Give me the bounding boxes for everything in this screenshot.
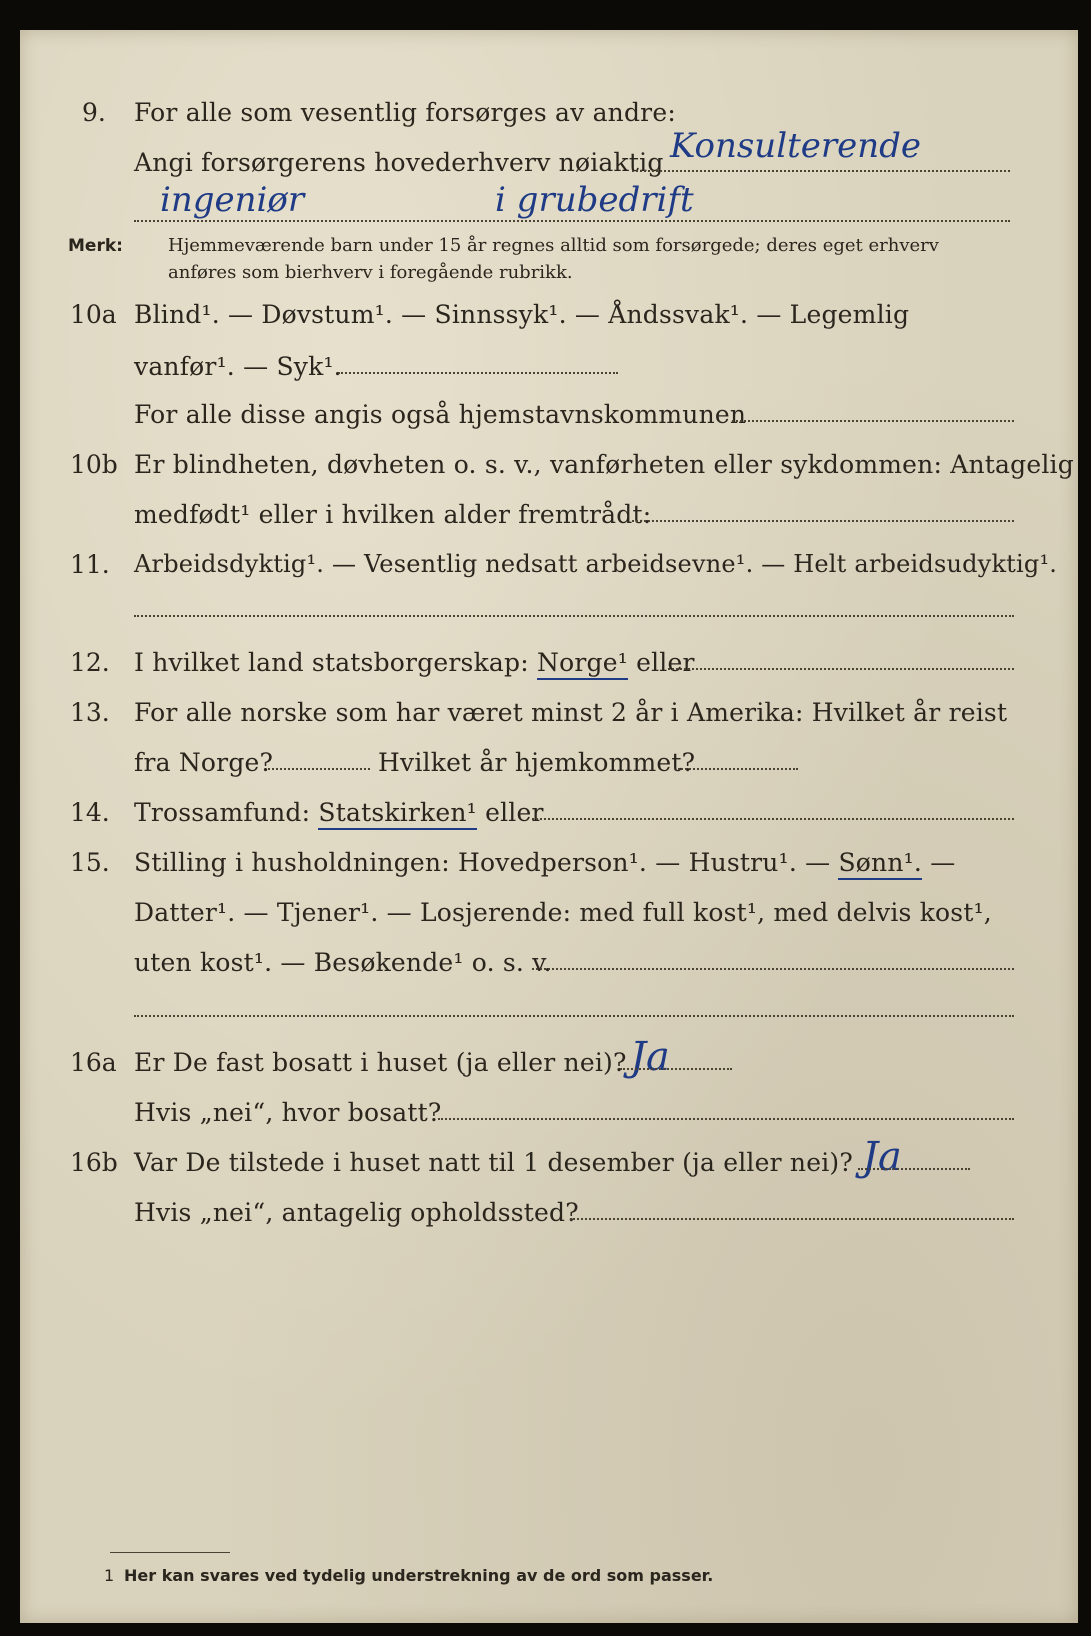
q12-suffix: eller bbox=[636, 648, 695, 677]
footnote-mark: 1 bbox=[104, 1566, 115, 1585]
q10a-line3: For alle disse angis også hjemstavnskommunen bbox=[134, 400, 747, 429]
q16b-handwritten-answer: Ja bbox=[862, 1134, 902, 1180]
q11-number: 11. bbox=[70, 550, 110, 579]
merk-line1: Hjemmeværende barn under 15 år regnes alltid som forsørgede; deres eget erhverv bbox=[168, 235, 939, 256]
q10a-number: 10a bbox=[70, 300, 117, 329]
q16a-bosatt-field bbox=[438, 1118, 1014, 1120]
q16b-opholdssted-field bbox=[570, 1218, 1014, 1220]
q10a-line1: Blind¹. — Døvstum¹. — Sinnssyk¹. — Åndssvak¹. — Legemlig bbox=[134, 300, 910, 329]
q16b-line2: Hvis „nei“, antagelig opholdssted? bbox=[134, 1198, 579, 1227]
q12-underlined-choice: Norge¹ bbox=[537, 648, 628, 680]
q16a-number: 16a bbox=[70, 1048, 117, 1077]
q15-line2: Datter¹. — Tjener¹. — Losjerende: med full kost¹, med delvis kost¹, bbox=[134, 898, 992, 927]
q10b-answer-field bbox=[632, 520, 1014, 522]
q15-underlined-choice: Sønn¹. bbox=[838, 848, 922, 880]
q15-line1-text: Stilling i husholdningen: Hovedperson¹. — Hustru¹. — bbox=[134, 848, 831, 877]
q16a-line2: Hvis „nei“, hvor bosatt? bbox=[134, 1098, 442, 1127]
q15-line1 bbox=[134, 848, 955, 877]
q10b-line1: Er blindheten, døvheten o. s. v., vanførheten eller sykdommen: Antagelig bbox=[134, 450, 1074, 479]
merk-line2: anføres som bierhverv i foregående rubrikk. bbox=[168, 262, 573, 283]
q9-number: 9. bbox=[82, 98, 106, 127]
q13-hjemkommet-field bbox=[678, 768, 798, 770]
q16a-line1: Er De fast bosatt i huset (ja eller nei)? bbox=[134, 1048, 627, 1077]
q14-underlined-choice: Statskirken¹ bbox=[318, 798, 477, 830]
q9-answer-line1 bbox=[632, 170, 1010, 172]
q15-answer-field bbox=[532, 968, 1014, 970]
q13-line1: For alle norske som har været minst 2 år i Amerika: Hvilket år reist bbox=[134, 698, 1008, 727]
q11-line1: Arbeidsdyktig¹. — Vesentlig nedsatt arbeidsevne¹. — Helt arbeidsudyktig¹. bbox=[134, 550, 1058, 578]
q15-line3: uten kost¹. — Besøkende¹ o. s. v. bbox=[134, 948, 552, 977]
q11-answer-field bbox=[134, 615, 1014, 617]
q14-line bbox=[134, 798, 544, 827]
q10a-syk-field bbox=[338, 372, 618, 374]
census-form-page bbox=[20, 30, 1078, 1623]
q12-number: 12. bbox=[70, 648, 110, 677]
q9-handwritten-answer2a: ingeniør bbox=[160, 180, 305, 220]
footnote-rule bbox=[110, 1552, 230, 1553]
q16b-line1: Var De tilstede i huset natt til 1 desember (ja eller nei)? bbox=[134, 1148, 853, 1177]
q12-line bbox=[134, 648, 695, 677]
q14-number: 14. bbox=[70, 798, 110, 827]
q9-handwritten-answer1: Konsulterende bbox=[670, 126, 922, 166]
q15-number: 15. bbox=[70, 848, 110, 877]
merk-label: Merk: bbox=[68, 236, 123, 256]
q13-number: 13. bbox=[70, 698, 110, 727]
q15-extra-line bbox=[134, 1015, 1014, 1017]
q9-line1: For alle som vesentlig forsørges av andre: bbox=[134, 98, 676, 127]
q14-prefix: Trossamfund: bbox=[134, 798, 311, 827]
q10a-line2: vanfør¹. — Syk¹. bbox=[134, 352, 342, 381]
q14-suffix: eller bbox=[485, 798, 544, 827]
q13-reist-field bbox=[268, 768, 370, 770]
q16a-answer-field bbox=[620, 1068, 732, 1070]
q16b-number: 16b bbox=[70, 1148, 118, 1177]
q9-line2: Angi forsørgerens hovederhverv nøiaktig bbox=[134, 148, 664, 177]
q10a-hjemstavn-field bbox=[732, 420, 1014, 422]
q16a-handwritten-answer: Ja bbox=[630, 1034, 670, 1080]
q12-prefix: I hvilket land statsborgerskap: bbox=[134, 648, 529, 677]
footnote-text: Her kan svares ved tydelig understrekning av de ord som passer. bbox=[124, 1566, 714, 1585]
q13-line2a: fra Norge? bbox=[134, 748, 274, 777]
q9-handwritten-answer2b: i grubedrift bbox=[495, 180, 694, 220]
q13-line2b: Hvilket år hjemkommet? bbox=[378, 748, 696, 777]
q12-answer-field bbox=[668, 668, 1014, 670]
q9-answer-line2 bbox=[134, 220, 1010, 222]
q10b-line2: medfødt¹ eller i hvilken alder fremtrådt: bbox=[134, 500, 652, 529]
q10b-number: 10b bbox=[70, 450, 118, 479]
q14-answer-field bbox=[532, 818, 1014, 820]
q16b-answer-field bbox=[858, 1168, 970, 1170]
q15-line1-dash: — bbox=[930, 848, 956, 877]
